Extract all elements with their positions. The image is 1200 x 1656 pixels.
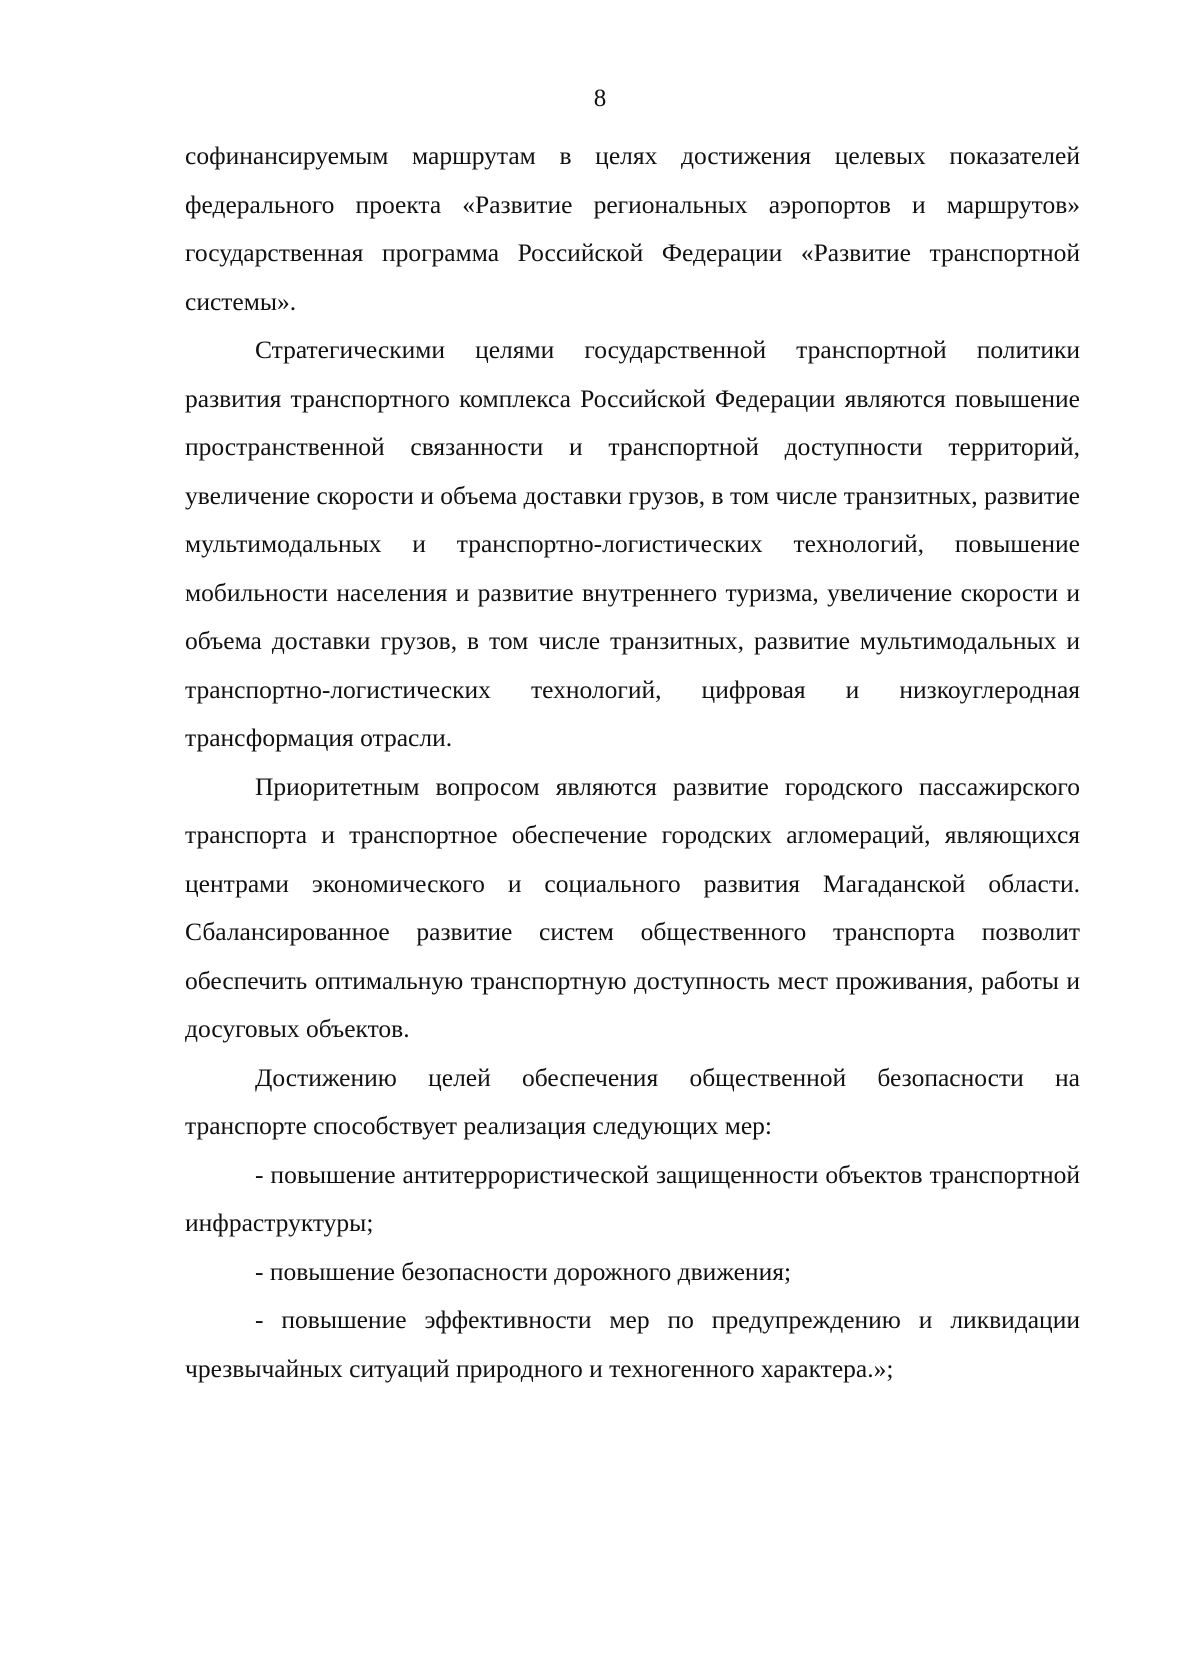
list-item-road-safety: - повышение безопасности дорожного движения; bbox=[255, 1256, 792, 1286]
paragraph-priority-issue: Приоритетным вопросом являются развитие городского пассажирского транспорта и транспортное обеспечение городских агломераций, являющихся центрами экономического и социального развития Магаданской области. Сбалансированное развитие систем общественного транспорта позволит обеспечить оптимальную транспортную доступность мест проживания, работы и досуговых объектов. bbox=[185, 771, 1080, 1043]
paragraph-strategic-goals: Стратегическими целями государственной транспортной политики развития транспортного комплекса Российской Федерации являются повышение пространственной связанности и транспортной доступности территорий, увеличение скорости и объема доставки грузов, в том числе транзитных, развитие мультимодальных и транспортно-логистических технологий, повышение мобильности населения и развитие внутреннего туризма, увеличение скорости и объема доставки грузов, в том числе транзитных, развитие мультимодальных и транспортно-логистических технологий, цифровая и низкоуглеродная трансформация отрасли. bbox=[185, 335, 1080, 752]
list-item-antiterror: - повышение антитеррористической защищенности объектов транспортной инфраструктуры; bbox=[185, 1159, 1080, 1237]
paragraph-continuation: софинансируемым маршрутам в целях достижения целевых показателей федерального проекта «Развитие региональных аэропортов и маршрутов» государственная программа Российской Федерации «Развитие транспортной системы». bbox=[185, 141, 1080, 316]
paragraph-security-intro: Достижению целей обеспечения общественной безопасности на транспорте способствует реализация следующих мер: bbox=[185, 1062, 1080, 1140]
page-number: 8 bbox=[593, 85, 607, 112]
document-body bbox=[185, 132, 1080, 1393]
list-item-emergency: - повышение эффективности мер по предупреждению и ликвидации чрезвычайных ситуаций природного и техногенного характера.»; bbox=[185, 1305, 1080, 1383]
